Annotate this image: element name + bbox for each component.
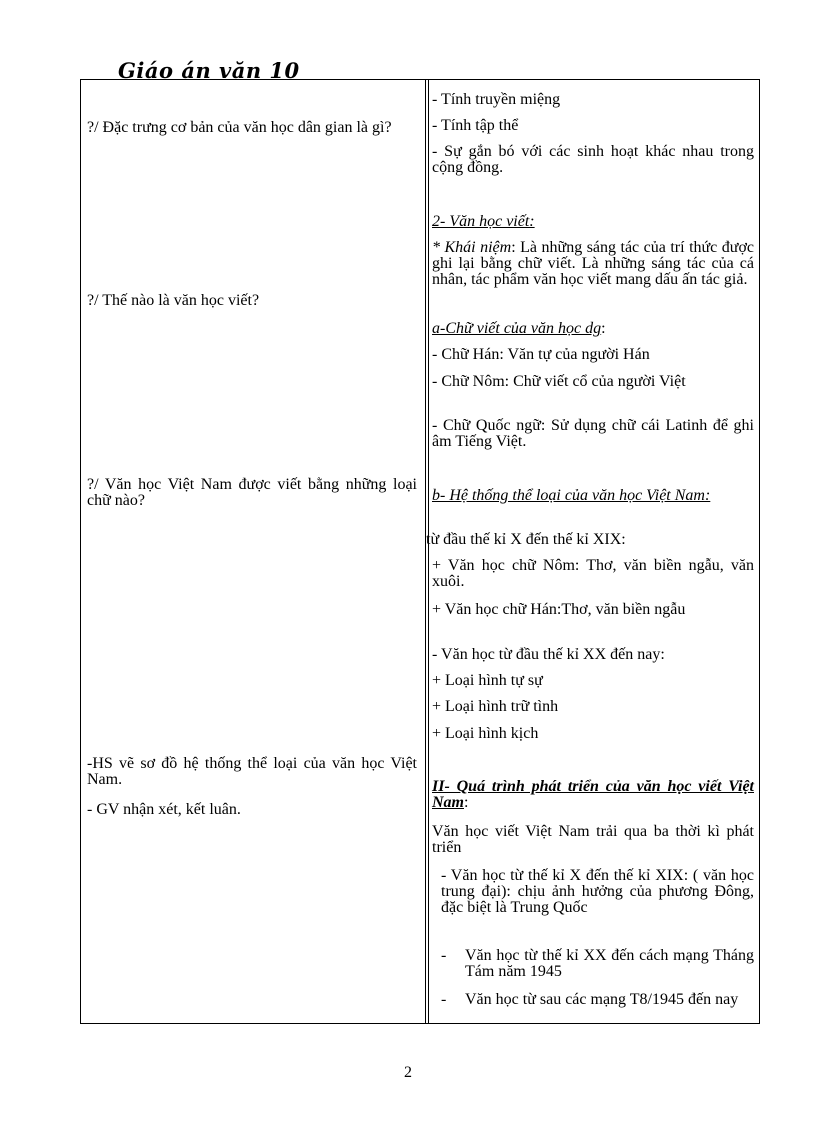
- trait-oral: - Tính truyền miệng: [432, 91, 561, 108]
- writing-systems-colon: :: [601, 320, 606, 337]
- han-literature-genres: + Văn học chữ Hán:Thơ, văn biền ngẫu: [432, 601, 686, 618]
- list-dash: -: [441, 947, 447, 964]
- development-title: II- Quá trình phát triển của văn học viết Việt Nam: [432, 778, 754, 811]
- development-heading: [432, 779, 754, 811]
- page-number: 2: [404, 1064, 412, 1081]
- chinese-script: - Chữ Hán: Văn tự của người Hán: [432, 346, 650, 363]
- trait-community: - Sự gắn bó với các sinh hoạt khác nhau trong cộng đồng.: [432, 143, 754, 176]
- list-dash: -: [441, 991, 447, 1008]
- section-written-literature-title: 2- Văn học viết:: [432, 213, 535, 230]
- lesson-table: [80, 79, 760, 1024]
- period-early-20th: [441, 948, 754, 980]
- period-early-20th-text: Văn học từ thế kỉ XX đến cách mạng Tháng Tám năm 1945: [465, 947, 754, 980]
- period-post-1945-text: Văn học từ sau các mạng T8/1945 đến nay: [465, 991, 739, 1008]
- student-task: -HS vẽ sơ đồ hệ thống thể loại của văn học Việt Nam.: [87, 755, 417, 788]
- question-writing-systems: ?/ Văn học Việt Nam được viết bằng những loại chữ nào?: [87, 476, 417, 509]
- concept-label: * Khái niệm: [432, 239, 512, 256]
- concept-text: : Là những sáng tác của trí thức được ghi lại bằng chữ viết. Là những sáng tác của cá nhân, tác phẩm văn học viết mang dấu ấn tác giả.: [432, 239, 755, 288]
- nom-script: - Chữ Nôm: Chữ viết cổ của người Việt: [432, 373, 686, 390]
- trait-collective: - Tính tập thể: [432, 117, 519, 134]
- period-post-1945: [441, 992, 754, 1008]
- concept-definition: [432, 240, 754, 288]
- genre-period-1: từ đầu thế kỉ X đến thế kỉ XIX:: [426, 531, 626, 548]
- writing-systems-title: a-Chữ viết của văn học dg: [432, 320, 602, 337]
- genre-lyric: + Loại hình trữ tình: [432, 698, 559, 715]
- development-colon: :: [464, 794, 469, 811]
- writing-systems-heading: [432, 321, 754, 337]
- genre-period-2: - Văn học từ đầu thế kỉ XX đến nay:: [432, 646, 665, 663]
- document-header: Giáo án văn 10: [118, 58, 300, 83]
- question-written-literature: ?/ Thế nào là văn học viết?: [87, 292, 260, 309]
- development-intro: Văn học viết Việt Nam trải qua ba thời kì phát triển: [432, 823, 754, 856]
- genre-drama: + Loại hình kịch: [432, 725, 539, 742]
- genre-narrative: + Loại hình tự sự: [432, 672, 543, 689]
- nom-literature-genres: + Văn học chữ Nôm: Thơ, văn biền ngẫu, văn xuôi.: [432, 557, 754, 590]
- column-divider: [425, 80, 429, 1023]
- period-medieval: - Văn học từ thế kỉ X đến thế kỉ XIX: ( văn học trung đại): chịu ảnh hưởng của phương Đông, đặc biệt là Trung Quốc: [441, 867, 754, 916]
- question-oral-literature: ?/ Đặc trưng cơ bản của văn học dân gian là gì?: [87, 119, 392, 136]
- teacher-task: - GV nhận xét, kết luân.: [87, 801, 241, 818]
- quoc-ngu-script: - Chữ Quốc ngữ: Sử dụng chữ cái Latinh để ghi âm Tiếng Việt.: [432, 417, 754, 450]
- genre-system-title: b- Hệ thống thể loại của văn học Việt Nam:: [432, 487, 711, 504]
